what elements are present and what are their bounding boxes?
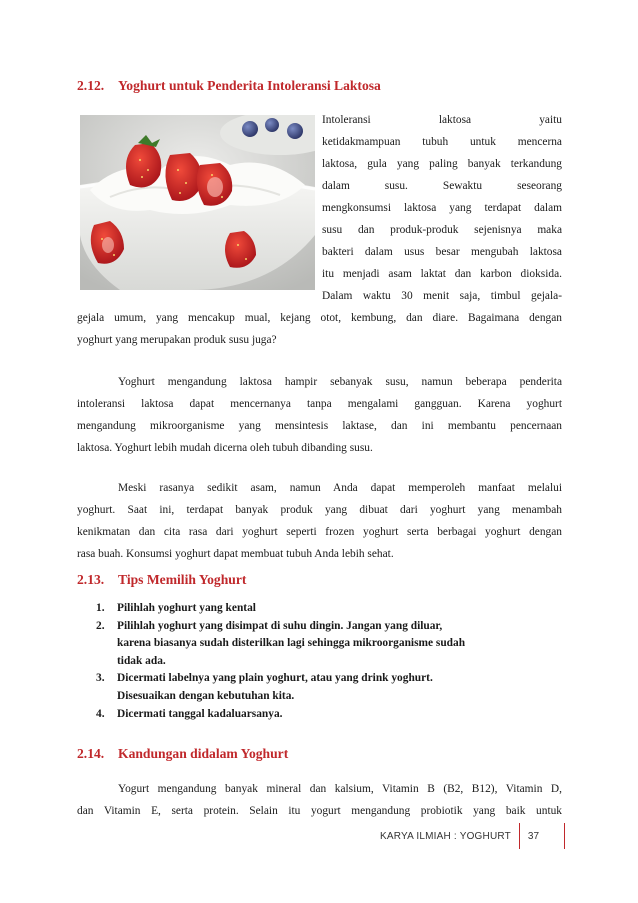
list-line: tidak ada. — [117, 654, 166, 667]
list-item — [96, 600, 516, 618]
paragraph-line: itu menjadi asam laktat dan karbon dioksida. — [322, 268, 562, 280]
paragraph-line: laktosa, gula yang paling banyak terkandung — [322, 158, 562, 170]
paragraph-line: dan Vitamin E, serta protein. Selain itu yogurt mengandung probiotik yang baik untuk — [77, 805, 562, 817]
paragraph-line: Intoleransi laktosa yaitu — [322, 114, 562, 126]
paragraph-line: bakteri dalam usus besar mengubah laktosa — [322, 246, 562, 258]
section-heading-2-13 — [77, 572, 246, 588]
list-line: Dicermati labelnya yang plain yoghurt, atau yang drink yoghurt. — [117, 672, 433, 685]
paragraph-line: yoghurt. Saat ini, terdapat banyak produk yang dibuat dari yoghurt yang menambah — [77, 504, 562, 516]
paragraph-line: Yogurt mengandung banyak mineral dan kalsium, Vitamin B (B2, B12), Vitamin D, — [118, 783, 562, 795]
paragraph-line: Dalam waktu 30 menit saja, timbul gejala- — [322, 290, 562, 302]
yoghurt-photo — [80, 115, 315, 290]
paragraph-line: susu dan produk-produk sejenisnya maka — [322, 224, 562, 236]
section-title: Kandungan didalam Yoghurt — [118, 746, 289, 761]
page-number: 37 — [527, 830, 540, 842]
section-title: Yoghurt untuk Penderita Intoleransi Laktosa — [118, 78, 381, 93]
section-heading-2-12 — [77, 78, 381, 94]
paragraph-line: ketidakmampuan tubuh untuk mencerna — [322, 136, 562, 148]
list-item — [96, 670, 516, 705]
paragraph-line: gejala umum, yang mencakup mual, kejang otot, kembung, dan diare. Bagaimana dengan — [77, 312, 562, 324]
list-number: 3. — [96, 672, 105, 685]
footer-rule — [564, 823, 565, 849]
footer-label: KARYA ILMIAH : YOGHURT — [380, 830, 511, 842]
list-line: Dicermati tanggal kadaluarsanya. — [117, 707, 283, 720]
paragraph-line: rasa buah. Konsumsi yoghurt dapat membuat tubuh Anda lebih sehat. — [77, 548, 394, 560]
list-line: karena biasanya sudah disterilkan lagi sehingga mikroorganisme sudah — [117, 637, 466, 650]
paragraph-line: kenikmatan dan cita rasa dari yoghurt seperti frozen yoghurt serta berbagai yoghurt dengan — [77, 526, 562, 538]
paragraph-line: laktosa. Yoghurt lebih mudah dicerna oleh tubuh dibanding susu. — [77, 442, 373, 454]
section-number: 2.14. — [77, 746, 105, 761]
list-line: Pilihlah yoghurt yang disimpat di suhu dingin. Jangan yang diluar, — [117, 619, 443, 632]
list-number: 1. — [96, 602, 105, 614]
list-item — [96, 706, 516, 724]
paragraph-line: mengkonsumsi laktosa yang terdapat dalam — [322, 202, 562, 214]
section-number: 2.12. — [77, 78, 105, 93]
list-number: 4. — [96, 707, 105, 720]
page-footer — [380, 823, 566, 849]
list-item — [96, 618, 516, 671]
paragraph-line: Yoghurt mengandung laktosa hampir sebanyak susu, namun beberapa penderita — [118, 376, 562, 388]
section-title: Tips Memilih Yoghurt — [118, 572, 247, 587]
list-number: 2. — [96, 619, 105, 632]
paragraph-line: Meski rasanya sedikit asam, namun Anda dapat memperoleh manfaat melalui — [118, 482, 562, 494]
section-number: 2.13. — [77, 572, 105, 587]
paragraph-line: mengandung mikroorganisme yang mensintesis laktase, dan ini membantu pencernaan — [77, 420, 562, 432]
list-line: Disesuaikan dengan kebutuhan kita. — [117, 689, 295, 702]
paragraph-line: dalam susu. Sewaktu seseorang — [322, 180, 562, 192]
list-line: Pilihlah yoghurt yang kental — [117, 602, 256, 614]
paragraph-line: intoleransi laktosa dapat mencernanya tanpa mengalami gangguan. Karena yoghurt — [77, 398, 562, 410]
section-heading-2-14 — [77, 746, 288, 762]
tips-list — [96, 600, 516, 723]
paragraph-line: yoghurt yang merupakan produk susu juga? — [77, 334, 277, 346]
